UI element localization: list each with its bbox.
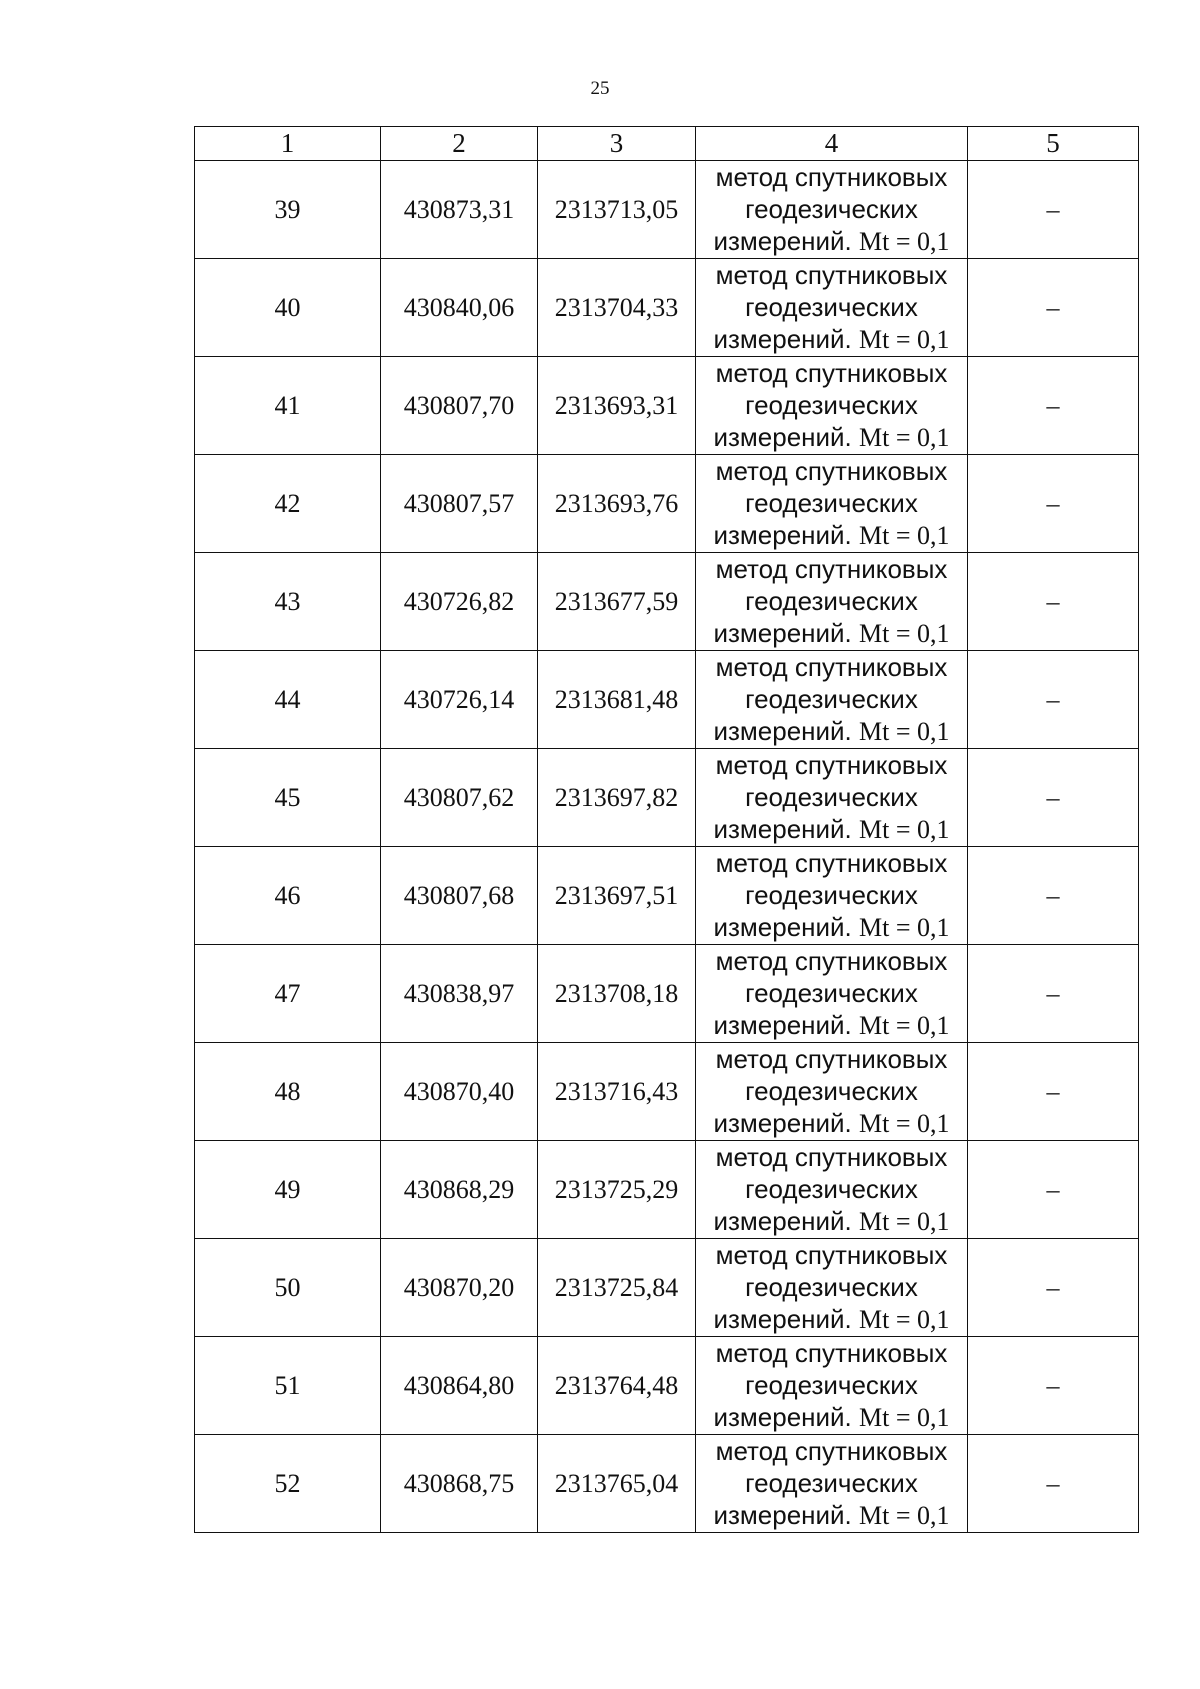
accuracy-value: Mt = 0,1 [859, 325, 950, 354]
coordinates-table [194, 126, 1139, 1533]
method-text-line: геодезических [745, 1370, 918, 1400]
method-text-word: измерений. [713, 1108, 852, 1138]
page-number: 25 [590, 78, 610, 99]
method-text-line: метод спутниковых [715, 1142, 948, 1172]
column-header: 3 [538, 127, 696, 161]
x-coordinate-cell: 430726,14 [381, 651, 538, 749]
note-cell: – [968, 945, 1139, 1043]
accuracy-value: Mt = 0,1 [859, 815, 950, 844]
point-number-cell: 47 [195, 945, 381, 1043]
y-coordinate-cell: 2313765,04 [538, 1435, 696, 1533]
x-coordinate-cell: 430870,20 [381, 1239, 538, 1337]
method-cell [696, 553, 968, 651]
method-text-line: геодезических [745, 488, 918, 518]
table-row [195, 651, 1139, 749]
method-text-line [696, 813, 967, 846]
method-text-line: метод спутниковых [715, 1436, 948, 1466]
method-text-line: геодезических [745, 1272, 918, 1302]
method-text-word: измерений. [713, 912, 852, 942]
accuracy-value: Mt = 0,1 [859, 1501, 950, 1530]
y-coordinate-cell: 2313704,33 [538, 259, 696, 357]
x-coordinate-cell: 430807,62 [381, 749, 538, 847]
y-coordinate-cell: 2313725,29 [538, 1141, 696, 1239]
method-cell [696, 1337, 968, 1435]
accuracy-value: Mt = 0,1 [859, 423, 950, 452]
note-cell: – [968, 1337, 1139, 1435]
method-text-line: метод спутниковых [715, 554, 948, 584]
y-coordinate-cell: 2313681,48 [538, 651, 696, 749]
method-text-word: измерений. [713, 520, 852, 550]
method-text-word: измерений. [713, 1010, 852, 1040]
method-text-word: измерений. [713, 422, 852, 452]
point-number-cell: 44 [195, 651, 381, 749]
note-cell: – [968, 749, 1139, 847]
method-text-line [696, 323, 967, 356]
accuracy-value: Mt = 0,1 [859, 227, 950, 256]
accuracy-value: Mt = 0,1 [859, 717, 950, 746]
table-row [195, 1043, 1139, 1141]
point-number-cell: 43 [195, 553, 381, 651]
y-coordinate-cell: 2313725,84 [538, 1239, 696, 1337]
method-text-word: измерений. [713, 814, 852, 844]
accuracy-value: Mt = 0,1 [859, 913, 950, 942]
note-cell: – [968, 357, 1139, 455]
table-row [195, 1141, 1139, 1239]
method-cell [696, 259, 968, 357]
method-text-line: метод спутниковых [715, 750, 948, 780]
point-number-cell: 39 [195, 161, 381, 259]
method-cell [696, 455, 968, 553]
method-text-line: геодезических [745, 880, 918, 910]
method-cell [696, 161, 968, 259]
x-coordinate-cell: 430868,75 [381, 1435, 538, 1533]
point-number-cell: 42 [195, 455, 381, 553]
note-cell: – [968, 1435, 1139, 1533]
accuracy-value: Mt = 0,1 [859, 521, 950, 550]
method-text-line: метод спутниковых [715, 162, 948, 192]
point-number-cell: 41 [195, 357, 381, 455]
method-text-line: метод спутниковых [715, 1240, 948, 1270]
method-text-line: метод спутниковых [715, 358, 948, 388]
table-row [195, 1435, 1139, 1533]
method-text-line: геодезических [745, 782, 918, 812]
method-text-word: измерений. [713, 1206, 852, 1236]
method-text-line [696, 715, 967, 748]
x-coordinate-cell: 430807,68 [381, 847, 538, 945]
point-number-cell: 45 [195, 749, 381, 847]
method-text-line: метод спутниковых [715, 1044, 948, 1074]
method-text-line [696, 225, 967, 258]
table-row [195, 455, 1139, 553]
note-cell: – [968, 1043, 1139, 1141]
table-row [195, 847, 1139, 945]
point-number-cell: 40 [195, 259, 381, 357]
table-row [195, 1337, 1139, 1435]
point-number-cell: 51 [195, 1337, 381, 1435]
method-cell [696, 1435, 968, 1533]
method-text-line: геодезических [745, 1468, 918, 1498]
method-cell [696, 1239, 968, 1337]
method-text-line [696, 421, 967, 454]
point-number-cell: 48 [195, 1043, 381, 1141]
table-body [195, 161, 1139, 1533]
note-cell: – [968, 651, 1139, 749]
method-text-line [696, 1499, 967, 1532]
method-cell [696, 357, 968, 455]
method-text-word: измерений. [713, 226, 852, 256]
y-coordinate-cell: 2313716,43 [538, 1043, 696, 1141]
method-text-word: измерений. [713, 1500, 852, 1530]
column-header: 1 [195, 127, 381, 161]
x-coordinate-cell: 430864,80 [381, 1337, 538, 1435]
method-text-word: измерений. [713, 1402, 852, 1432]
note-cell: – [968, 161, 1139, 259]
table-row [195, 553, 1139, 651]
method-text-line: геодезических [745, 978, 918, 1008]
x-coordinate-cell: 430868,29 [381, 1141, 538, 1239]
table-header-row [195, 127, 1139, 161]
y-coordinate-cell: 2313693,31 [538, 357, 696, 455]
y-coordinate-cell: 2313697,82 [538, 749, 696, 847]
y-coordinate-cell: 2313764,48 [538, 1337, 696, 1435]
table-row [195, 259, 1139, 357]
note-cell: – [968, 259, 1139, 357]
accuracy-value: Mt = 0,1 [859, 1403, 950, 1432]
method-text-line: геодезических [745, 684, 918, 714]
note-cell: – [968, 455, 1139, 553]
method-text-line [696, 519, 967, 552]
column-header: 5 [968, 127, 1139, 161]
x-coordinate-cell: 430870,40 [381, 1043, 538, 1141]
point-number-cell: 52 [195, 1435, 381, 1533]
method-text-line [696, 911, 967, 944]
method-text-line: геодезических [745, 586, 918, 616]
method-text-word: измерений. [713, 324, 852, 354]
method-text-line [696, 1009, 967, 1042]
x-coordinate-cell: 430807,57 [381, 455, 538, 553]
table-row [195, 357, 1139, 455]
x-coordinate-cell: 430838,97 [381, 945, 538, 1043]
table-row [195, 945, 1139, 1043]
note-cell: – [968, 1239, 1139, 1337]
method-text-line: геодезических [745, 292, 918, 322]
note-cell: – [968, 847, 1139, 945]
method-cell [696, 945, 968, 1043]
method-text-line [696, 1401, 967, 1434]
point-number-cell: 46 [195, 847, 381, 945]
accuracy-value: Mt = 0,1 [859, 1011, 950, 1040]
method-text-line [696, 1205, 967, 1238]
method-text-line: геодезических [745, 1174, 918, 1204]
method-text-line: геодезических [745, 390, 918, 420]
y-coordinate-cell: 2313693,76 [538, 455, 696, 553]
note-cell: – [968, 553, 1139, 651]
accuracy-value: Mt = 0,1 [859, 1207, 950, 1236]
y-coordinate-cell: 2313708,18 [538, 945, 696, 1043]
method-text-line: геодезических [745, 194, 918, 224]
table-row [195, 749, 1139, 847]
accuracy-value: Mt = 0,1 [859, 1109, 950, 1138]
method-cell [696, 1141, 968, 1239]
x-coordinate-cell: 430840,06 [381, 259, 538, 357]
method-cell [696, 651, 968, 749]
accuracy-value: Mt = 0,1 [859, 619, 950, 648]
method-text-word: измерений. [713, 618, 852, 648]
method-text-line [696, 617, 967, 650]
method-cell [696, 847, 968, 945]
method-text-line: метод спутниковых [715, 848, 948, 878]
method-text-word: измерений. [713, 1304, 852, 1334]
point-number-cell: 49 [195, 1141, 381, 1239]
column-header: 2 [381, 127, 538, 161]
method-text-line: геодезических [745, 1076, 918, 1106]
table-row [195, 1239, 1139, 1337]
method-text-line [696, 1107, 967, 1140]
point-number-cell: 50 [195, 1239, 381, 1337]
y-coordinate-cell: 2313677,59 [538, 553, 696, 651]
x-coordinate-cell: 430726,82 [381, 553, 538, 651]
x-coordinate-cell: 430873,31 [381, 161, 538, 259]
x-coordinate-cell: 430807,70 [381, 357, 538, 455]
column-header: 4 [696, 127, 968, 161]
y-coordinate-cell: 2313697,51 [538, 847, 696, 945]
method-cell [696, 1043, 968, 1141]
accuracy-value: Mt = 0,1 [859, 1305, 950, 1334]
table-row [195, 161, 1139, 259]
method-text-line: метод спутниковых [715, 456, 948, 486]
note-cell: – [968, 1141, 1139, 1239]
y-coordinate-cell: 2313713,05 [538, 161, 696, 259]
method-text-line [696, 1303, 967, 1336]
method-cell [696, 749, 968, 847]
method-text-line: метод спутниковых [715, 652, 948, 682]
method-text-line: метод спутниковых [715, 1338, 948, 1368]
method-text-line: метод спутниковых [715, 946, 948, 976]
method-text-word: измерений. [713, 716, 852, 746]
method-text-line: метод спутниковых [715, 260, 948, 290]
